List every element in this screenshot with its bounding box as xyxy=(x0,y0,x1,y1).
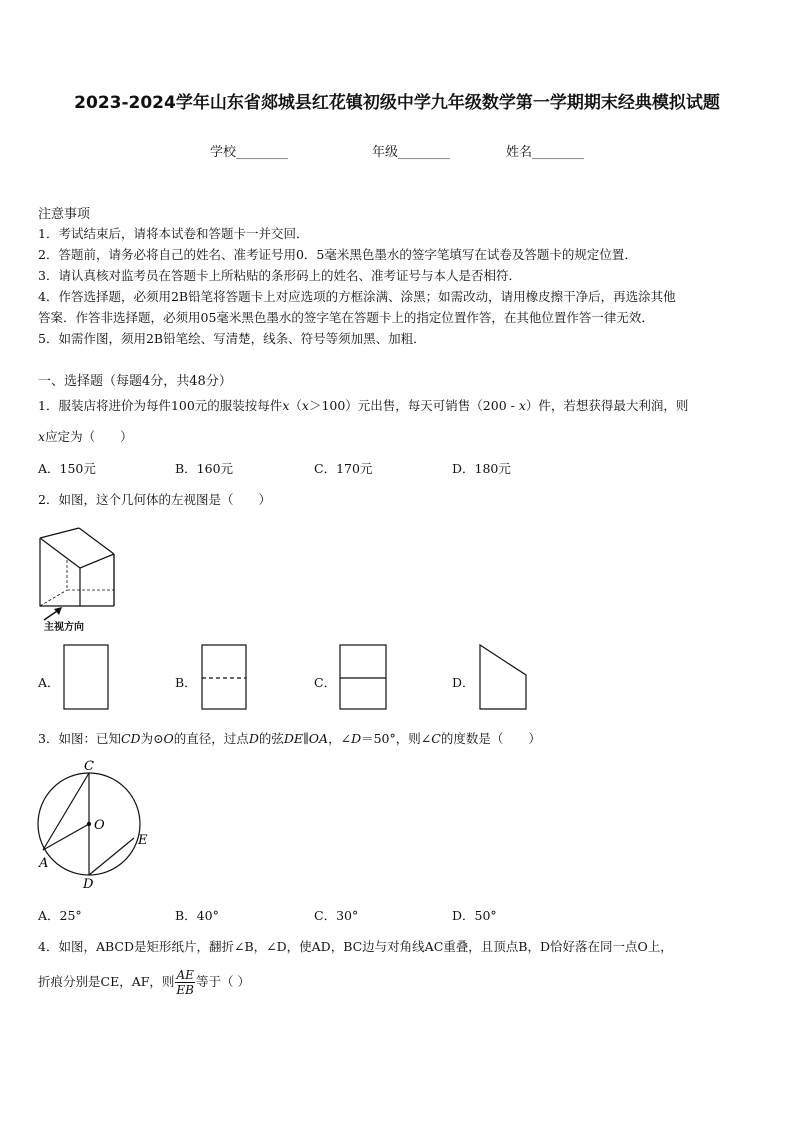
question-3-stem: 3．如图：已知CD为⊙O的直径，过点D的弦DE∥OA，∠D＝50°，则∠C的度数是（ ） xyxy=(38,731,541,746)
q2-option-d-label[interactable]: D． xyxy=(452,675,475,690)
notice-item-4-cont: 答案．作答非选择题，必须用05毫米黑色墨水的签字笔在答题卡上的指定位置作答，在其他位置作答一律无效． xyxy=(38,310,654,325)
view-direction-label: 主视方向 xyxy=(44,622,84,633)
circle-figure xyxy=(30,756,160,892)
name-field: 姓名________ xyxy=(506,145,585,160)
q2-option-b-figure[interactable] xyxy=(200,643,250,713)
question-1-line-1: 1．服装店将进价为每件100元的服装按每件x（x＞100）元出售，每天可销售（200 - x）件，若想获得最大利润，则 xyxy=(38,398,689,413)
point-a-label: A xyxy=(39,856,49,871)
q3-option-b[interactable]: B．40° xyxy=(175,908,219,923)
q2-option-b-label[interactable]: B． xyxy=(175,675,197,690)
q3-option-a[interactable]: A．25° xyxy=(38,908,82,923)
q1-option-d[interactable]: D．180元 xyxy=(452,461,511,476)
point-e-label: E xyxy=(138,833,148,848)
grade-field: 年级________ xyxy=(372,145,451,160)
question-1-line-2: x应定为（ ） xyxy=(38,429,133,444)
q3-option-c[interactable]: C．30° xyxy=(314,908,359,923)
q2-option-a-figure[interactable] xyxy=(62,643,112,713)
question-4-line-1: 4．如图，ABCD是矩形纸片，翻折∠B，∠D，使AD，BC边与对角线AC重叠，且顶点B，D恰好落在同一点O上， xyxy=(38,939,673,954)
notice-item-4: 4．作答选择题，必须用2B铅笔将答题卡上对应选项的方框涂满、涂黑；如需改动，请用橡皮擦干净后，再选涂其他 xyxy=(38,289,676,304)
point-o-label: O xyxy=(94,818,105,833)
point-d-label: D xyxy=(83,877,94,892)
q3-option-d[interactable]: D．50° xyxy=(452,908,497,923)
notice-item-3: 3．请认真核对监考员在答题卡上所粘贴的条形码上的姓名、准考证号与本人是否相符． xyxy=(38,268,521,283)
notice-item-5: 5．如需作图，须用2B铅笔绘、写清楚，线条、符号等须加黑、加粗． xyxy=(38,331,426,346)
q2-option-a-label[interactable]: A． xyxy=(38,675,60,690)
q1-option-a[interactable]: A．150元 xyxy=(38,461,96,476)
fraction-ae-eb: $\frac{AE}{EB}$ xyxy=(176,968,194,997)
solid-figure xyxy=(34,520,134,610)
point-c-label: C xyxy=(84,759,94,774)
q2-option-c-figure[interactable] xyxy=(338,643,390,713)
question-2-stem: 2．如图，这个几何体的左视图是（ ） xyxy=(38,492,271,507)
school-field: 学校________ xyxy=(210,145,289,160)
q1-option-b[interactable]: B．160元 xyxy=(175,461,234,476)
q1-option-c[interactable]: C．170元 xyxy=(314,461,373,476)
q2-option-c-label[interactable]: C． xyxy=(314,675,337,690)
notice-heading: 注意事项 xyxy=(38,207,91,222)
question-4-line-2: 折痕分别是CE，AF，则 $\frac{AE}{EB}$ 等于（ ） xyxy=(38,968,250,997)
notice-item-1: 1．考试结束后，请将本试卷和答题卡一并交回． xyxy=(38,226,309,241)
notice-item-2: 2．答题前，请务必将自己的姓名、准考证号用0．5毫米黑色墨水的签字笔填写在试卷及答题卡的规定位置． xyxy=(38,247,637,262)
section-heading: 一、选择题（每题4分，共48分） xyxy=(38,374,232,389)
q2-option-d-figure[interactable] xyxy=(478,643,530,713)
page-title: 2023-2024学年山东省郯城县红花镇初级中学九年级数学第一学期期末经典模拟试题 xyxy=(74,93,720,113)
